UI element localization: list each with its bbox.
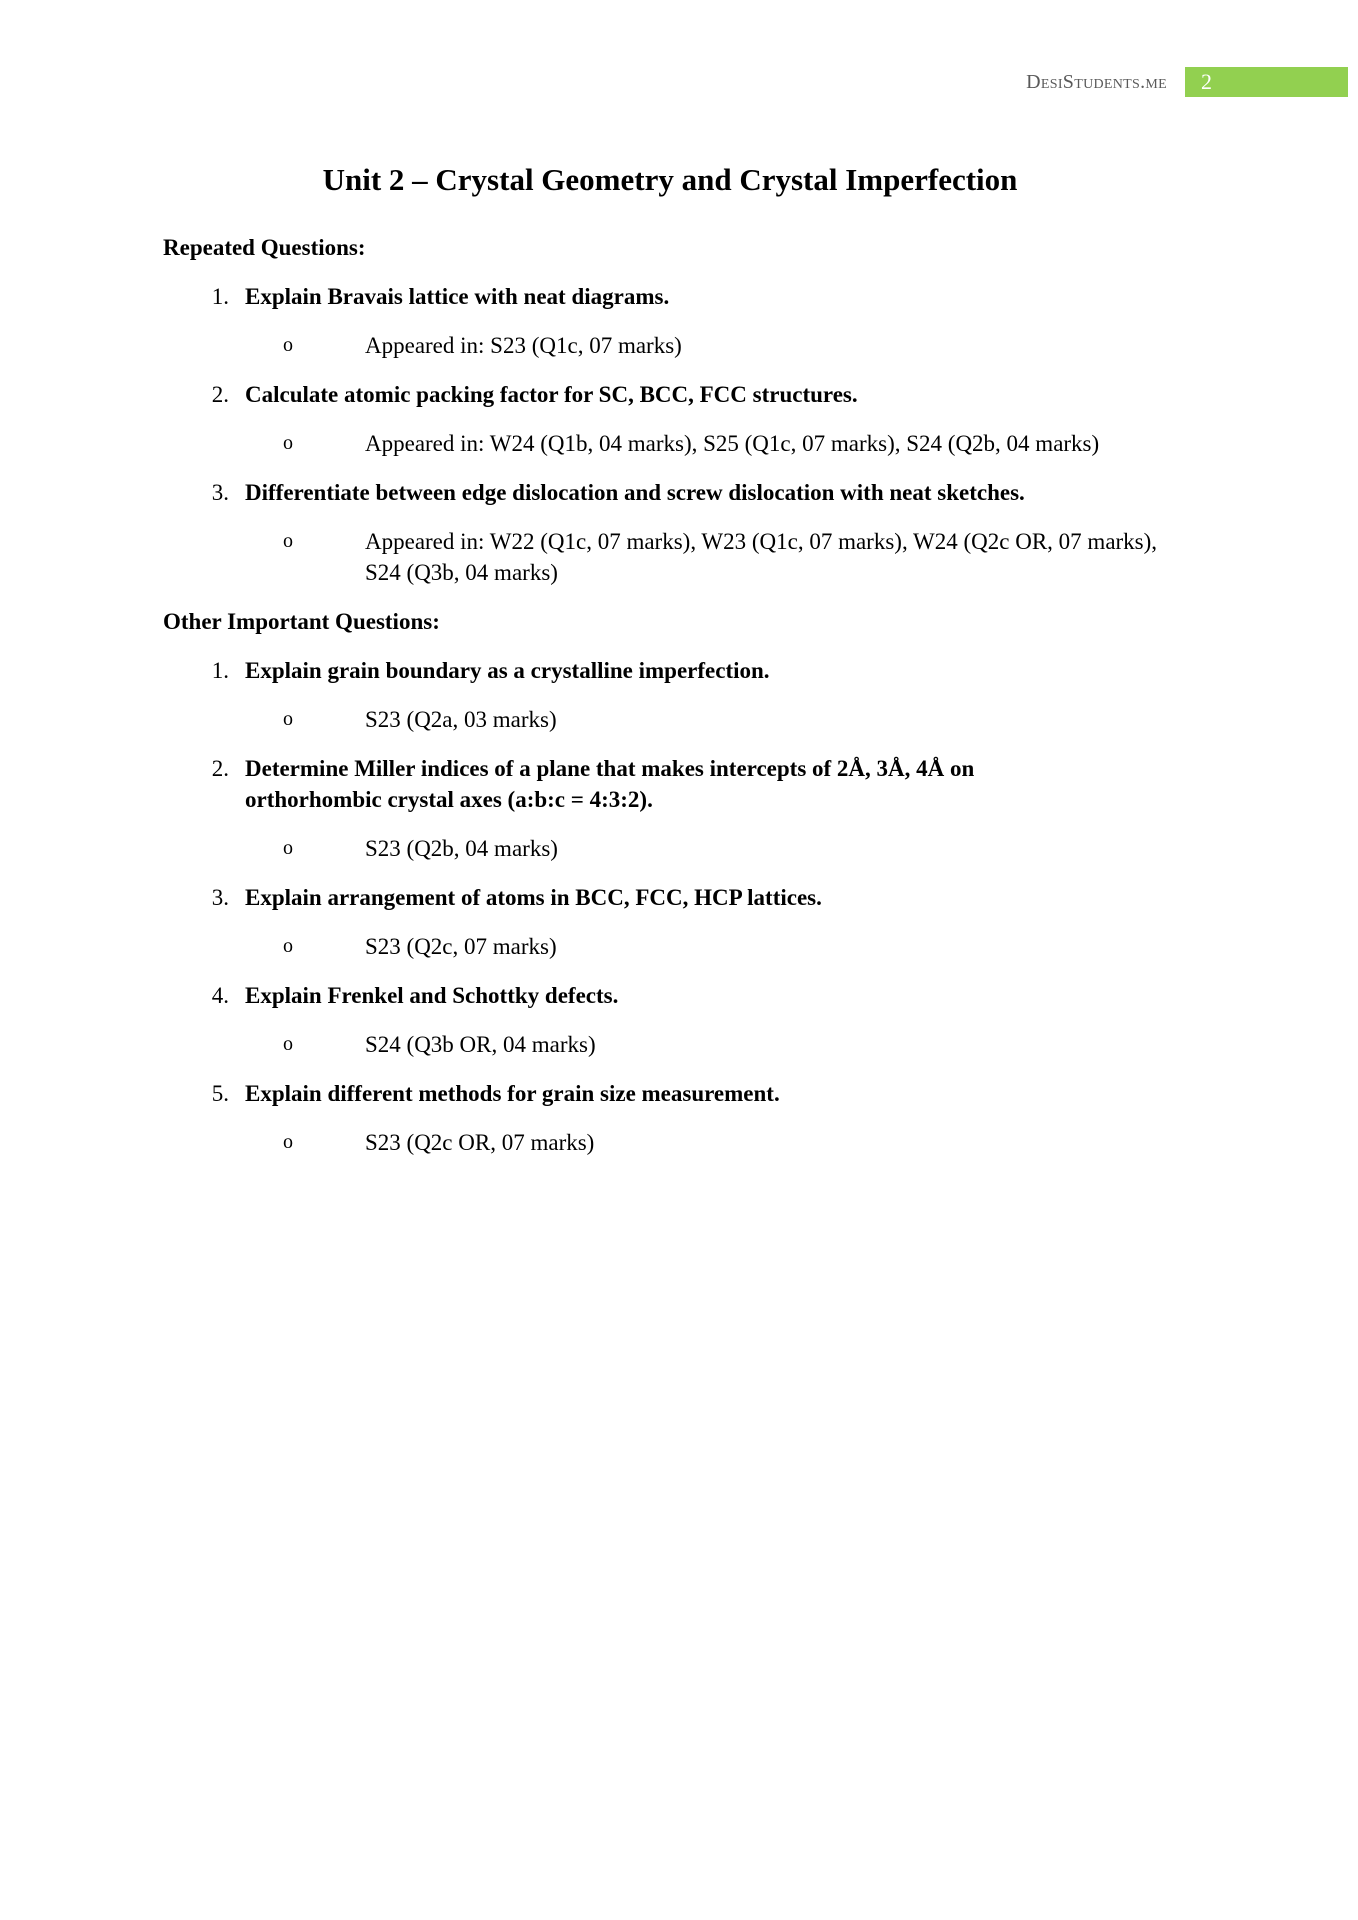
item-number: 4. xyxy=(211,983,229,1008)
appearance-detail: S24 (Q3b OR, 04 marks) xyxy=(365,1032,596,1057)
bullet-icon: o xyxy=(283,432,293,454)
question-text: Differentiate between edge dislocation and screw dislocation with neat sketches. xyxy=(245,480,1025,505)
bullet-icon: o xyxy=(283,708,293,730)
document-body xyxy=(163,232,1163,1176)
question-text: Determine Miller indices of a plane that makes intercepts of 2Å, 3Å, 4Å on orthorhombic crystal axes (a:b:c = 4:3:2). xyxy=(245,756,975,812)
question-text: Calculate atomic packing factor for SC, BCC, FCC structures. xyxy=(245,382,858,407)
page-title: Unit 2 – Crystal Geometry and Crystal Imperfection xyxy=(322,162,1018,197)
list-item xyxy=(163,980,1163,1060)
repeated-questions-heading: Repeated Questions: xyxy=(163,235,366,260)
other-questions-heading: Other Important Questions: xyxy=(163,609,440,634)
page-number: 2 xyxy=(1185,67,1348,97)
appearance-detail: S23 (Q2c, 07 marks) xyxy=(365,934,557,959)
bullet-icon: o xyxy=(283,935,293,957)
list-item xyxy=(163,655,1163,735)
item-number: 1. xyxy=(211,284,229,309)
list-item xyxy=(163,379,1163,459)
item-number: 2. xyxy=(211,382,229,407)
bullet-icon: o xyxy=(283,1033,293,1055)
bullet-icon: o xyxy=(283,1131,293,1153)
list-item xyxy=(163,753,1163,864)
list-item xyxy=(163,1078,1163,1158)
item-number: 5. xyxy=(211,1081,229,1106)
bullet-icon: o xyxy=(283,837,293,859)
question-text: Explain Bravais lattice with neat diagrams. xyxy=(245,284,670,309)
question-text: Explain grain boundary as a crystalline imperfection. xyxy=(245,658,770,683)
site-name: DesiStudents.me xyxy=(1026,70,1167,93)
appearance-detail: Appeared in: W24 (Q1b, 04 marks), S25 (Q1c, 07 marks), S24 (Q2b, 04 marks) xyxy=(365,431,1100,456)
appearance-detail: Appeared in: W22 (Q1c, 07 marks), W23 (Q1c, 07 marks), W24 (Q2c OR, 07 marks), S24 (Q3b, 04 marks) xyxy=(365,529,1158,585)
item-number: 3. xyxy=(211,885,229,910)
item-number: 3. xyxy=(211,480,229,505)
question-text: Explain Frenkel and Schottky defects. xyxy=(245,983,619,1008)
appearance-detail: S23 (Q2b, 04 marks) xyxy=(365,836,558,861)
question-text: Explain arrangement of atoms in BCC, FCC, HCP lattices. xyxy=(245,885,822,910)
appearance-detail: Appeared in: S23 (Q1c, 07 marks) xyxy=(365,333,682,358)
repeated-questions-list xyxy=(163,281,1163,588)
bullet-icon: o xyxy=(283,334,293,356)
list-item xyxy=(163,477,1163,588)
item-number: 2. xyxy=(211,756,229,781)
other-questions-list xyxy=(163,655,1163,1158)
appearance-detail: S23 (Q2a, 03 marks) xyxy=(365,707,557,732)
appearance-detail: S23 (Q2c OR, 07 marks) xyxy=(365,1130,595,1155)
list-item xyxy=(163,882,1163,962)
page-header xyxy=(1026,67,1348,97)
question-text: Explain different methods for grain size measurement. xyxy=(245,1081,780,1106)
bullet-icon: o xyxy=(283,530,293,552)
list-item xyxy=(163,281,1163,361)
item-number: 1. xyxy=(211,658,229,683)
